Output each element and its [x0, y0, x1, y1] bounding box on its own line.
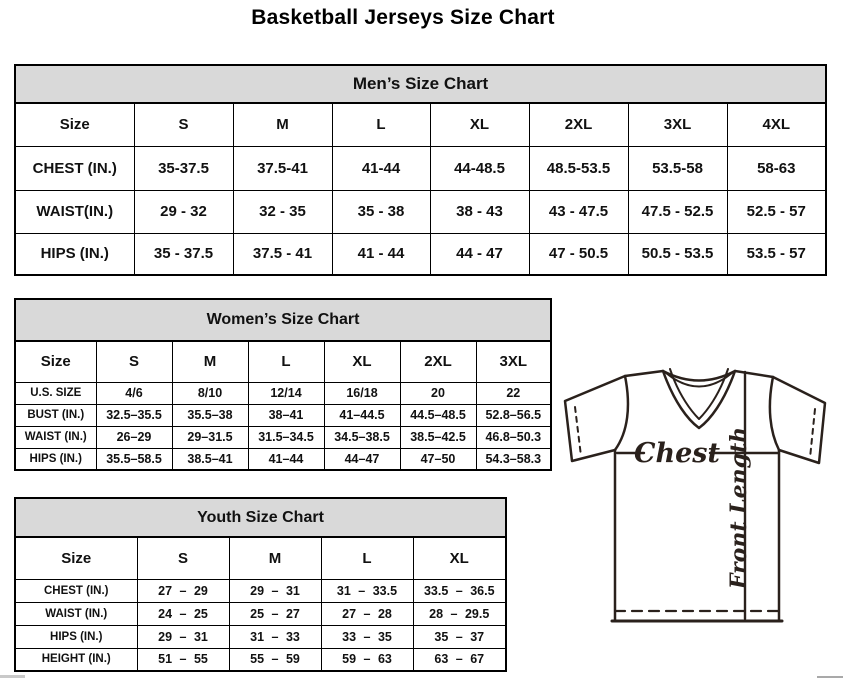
womens-col-header: Size [15, 341, 96, 382]
row-label: HIPS (IN.) [15, 448, 96, 470]
size-cell: 41–44.5 [324, 404, 400, 426]
size-cell: 29 - 32 [134, 190, 233, 233]
size-cell: 44 - 47 [430, 233, 529, 275]
size-cell: 29 – 31 [137, 625, 229, 648]
youth-size-table [14, 497, 507, 672]
size-cell: 33 – 35 [321, 625, 413, 648]
womens-header-row [15, 341, 551, 382]
size-cell: 58-63 [727, 146, 826, 190]
size-cell: 63 – 67 [413, 648, 506, 671]
size-cell: 28 – 29.5 [413, 602, 506, 625]
row-label: HIPS (IN.) [15, 233, 134, 275]
mens-col-header: 3XL [628, 103, 727, 146]
size-cell: 52.5 - 57 [727, 190, 826, 233]
size-cell: 38.5–42.5 [400, 426, 476, 448]
table-row [15, 190, 826, 233]
womens-table-caption-row [15, 299, 551, 341]
mens-col-header: L [332, 103, 430, 146]
size-cell: 34.5–38.5 [324, 426, 400, 448]
table-row [15, 404, 551, 426]
size-cell: 12/14 [248, 382, 324, 404]
size-cell: 8/10 [172, 382, 248, 404]
size-cell: 37.5-41 [233, 146, 332, 190]
youth-col-header: M [229, 537, 321, 579]
size-cell: 35.5–58.5 [96, 448, 172, 470]
table-row [15, 648, 506, 671]
size-cell: 46.8–50.3 [476, 426, 551, 448]
table-row [15, 146, 826, 190]
womens-col-header: M [172, 341, 248, 382]
size-cell: 51 – 55 [137, 648, 229, 671]
size-cell: 31 – 33 [229, 625, 321, 648]
size-cell: 52.8–56.5 [476, 404, 551, 426]
row-label: WAIST (IN.) [15, 602, 137, 625]
size-cell: 41–44 [248, 448, 324, 470]
size-cell: 26–29 [96, 426, 172, 448]
womens-col-header: 3XL [476, 341, 551, 382]
size-cell: 35 – 37 [413, 625, 506, 648]
jersey-right-armhole [770, 377, 779, 450]
mens-table-title: Men’s Size Chart [15, 65, 826, 103]
size-cell: 35-37.5 [134, 146, 233, 190]
size-cell: 48.5-53.5 [529, 146, 628, 190]
size-cell: 29–31.5 [172, 426, 248, 448]
row-label: HIPS (IN.) [15, 625, 137, 648]
row-label: U.S. SIZE [15, 382, 96, 404]
youth-header-row [15, 537, 506, 579]
table-row [15, 579, 506, 602]
size-cell: 32.5–35.5 [96, 404, 172, 426]
size-cell: 47 - 50.5 [529, 233, 628, 275]
womens-col-header: XL [324, 341, 400, 382]
size-cell: 16/18 [324, 382, 400, 404]
size-cell: 59 – 63 [321, 648, 413, 671]
womens-size-table [14, 298, 552, 471]
row-label: CHEST (IN.) [15, 146, 134, 190]
womens-table-title: Women’s Size Chart [15, 299, 551, 341]
size-cell: 41-44 [332, 146, 430, 190]
size-cell: 24 – 25 [137, 602, 229, 625]
mens-col-header: Size [15, 103, 134, 146]
row-label: WAIST (IN.) [15, 426, 96, 448]
table-row [15, 448, 551, 470]
mens-col-header: S [134, 103, 233, 146]
size-cell: 44.5–48.5 [400, 404, 476, 426]
size-cell: 38 - 43 [430, 190, 529, 233]
size-cell: 44–47 [324, 448, 400, 470]
table-row [15, 233, 826, 275]
row-label: WAIST(IN.) [15, 190, 134, 233]
table-row [15, 625, 506, 648]
jersey-right-cuff-stitch [810, 409, 815, 458]
size-cell: 38–41 [248, 404, 324, 426]
size-cell: 4/6 [96, 382, 172, 404]
jersey-body-sides [615, 450, 779, 620]
size-cell: 44-48.5 [430, 146, 529, 190]
womens-col-header: S [96, 341, 172, 382]
front-length-label: Front Length [726, 426, 752, 590]
scrollbar-fragment-left [0, 675, 25, 678]
size-cell: 33.5 – 36.5 [413, 579, 506, 602]
size-cell: 43 - 47.5 [529, 190, 628, 233]
size-cell: 41 - 44 [332, 233, 430, 275]
mens-col-header: M [233, 103, 332, 146]
size-cell: 53.5 - 57 [727, 233, 826, 275]
mens-col-header: XL [430, 103, 529, 146]
size-cell: 31.5–34.5 [248, 426, 324, 448]
mens-size-table [14, 64, 827, 276]
size-cell: 55 – 59 [229, 648, 321, 671]
size-cell: 38.5–41 [172, 448, 248, 470]
size-cell: 29 – 31 [229, 579, 321, 602]
mens-table-caption-row [15, 65, 826, 103]
mens-col-header: 4XL [727, 103, 826, 146]
row-label: BUST (IN.) [15, 404, 96, 426]
womens-col-header: 2XL [400, 341, 476, 382]
mens-col-header: 2XL [529, 103, 628, 146]
size-cell: 31 – 33.5 [321, 579, 413, 602]
size-cell: 32 - 35 [233, 190, 332, 233]
youth-col-header: L [321, 537, 413, 579]
size-cell: 27 – 29 [137, 579, 229, 602]
size-cell: 37.5 - 41 [233, 233, 332, 275]
size-cell: 25 – 27 [229, 602, 321, 625]
youth-col-header: XL [413, 537, 506, 579]
size-cell: 53.5-58 [628, 146, 727, 190]
table-row [15, 602, 506, 625]
size-cell: 47.5 - 52.5 [628, 190, 727, 233]
size-cell: 35 - 37.5 [134, 233, 233, 275]
size-cell: 54.3–58.3 [476, 448, 551, 470]
jersey-measurement-diagram [553, 362, 838, 628]
page-title: Basketball Jerseys Size Chart [251, 6, 555, 29]
youth-col-header: Size [15, 537, 137, 579]
size-cell: 35 - 38 [332, 190, 430, 233]
row-label: HEIGHT (IN.) [15, 648, 137, 671]
size-cell: 47–50 [400, 448, 476, 470]
jersey-left-cuff-stitch [575, 407, 581, 456]
size-cell: 50.5 - 53.5 [628, 233, 727, 275]
size-cell: 22 [476, 382, 551, 404]
jersey-left-armhole [615, 376, 628, 450]
size-cell: 27 – 28 [321, 602, 413, 625]
table-row [15, 426, 551, 448]
size-cell: 35.5–38 [172, 404, 248, 426]
table-row [15, 382, 551, 404]
scrollbar-fragment-right [817, 676, 843, 678]
row-label: CHEST (IN.) [15, 579, 137, 602]
mens-header-row [15, 103, 826, 146]
youth-col-header: S [137, 537, 229, 579]
youth-table-caption-row [15, 498, 506, 537]
size-cell: 20 [400, 382, 476, 404]
womens-col-header: L [248, 341, 324, 382]
chest-label: Chest [634, 438, 720, 469]
youth-table-title: Youth Size Chart [15, 498, 506, 537]
